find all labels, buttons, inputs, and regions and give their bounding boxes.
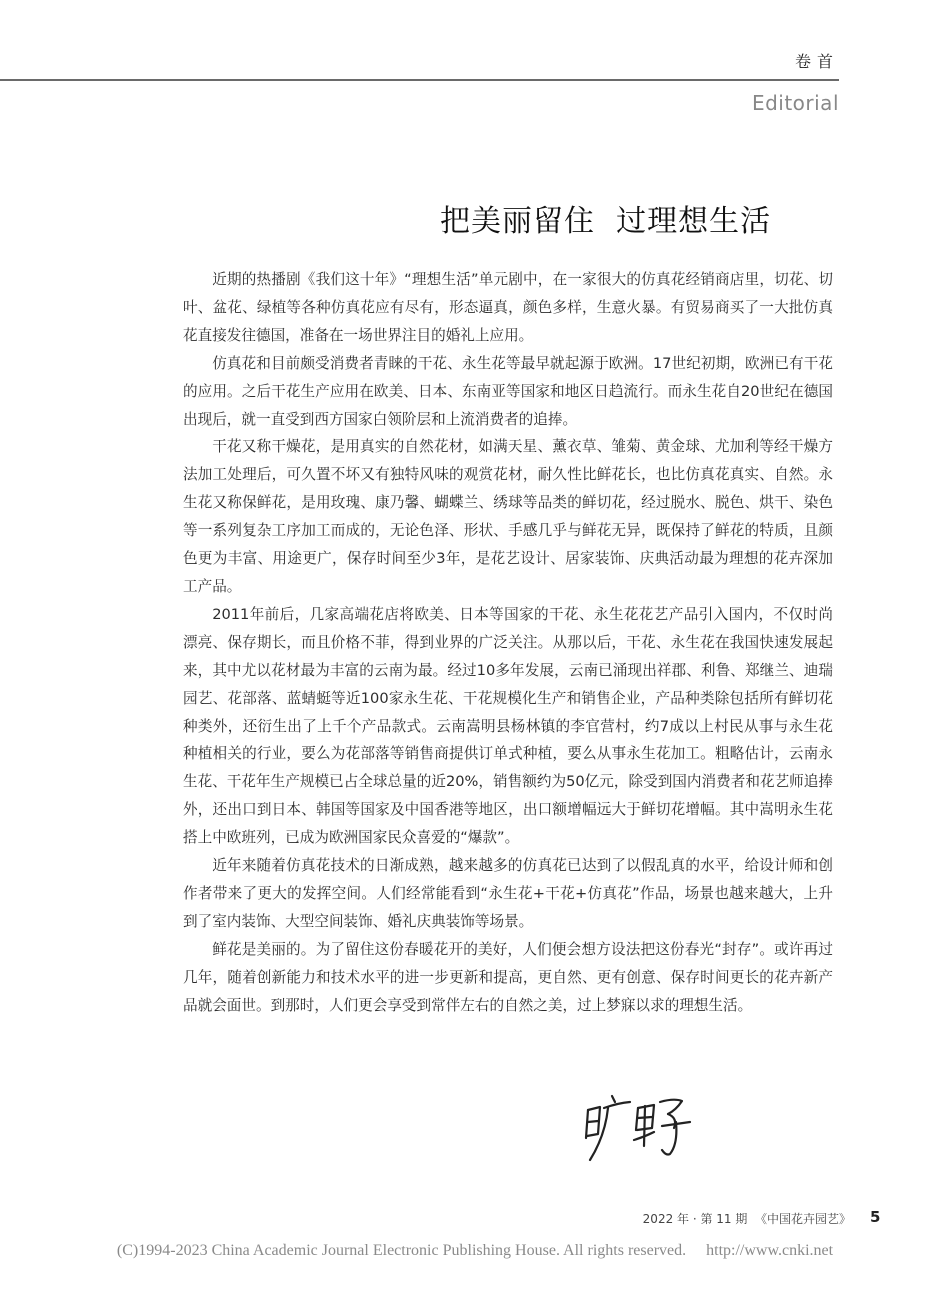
header-divider (0, 79, 839, 81)
section-header-cn: 卷首 (794, 52, 839, 71)
paragraph: 仿真花和目前颇受消费者青睐的干花、永生花等最早就起源于欧洲。17世纪初期，欧洲已有干花的应用。之后干花生产应用在欧美、日本、东南亚等国家和地区日趋流行。而永生花自20世纪在德国出现后，就一直受到西方国家白领阶层和上流消费者的追捧。 (183, 354, 833, 428)
paragraph: 近期的热播剧《我们这十年》“理想生活”单元剧中，在一家很大的仿真花经销商店里，切花、切叶、盆花、绿植等各种仿真花应有尽有，形态逼真，颜色多样，生意火暴。有贸易商买了一大批仿真花直接发往德国，准备在一场世界注目的婚礼上应用。 (183, 271, 833, 344)
section-header-en: Editorial (751, 91, 839, 115)
paragraph: 干花又称干燥花，是用真实的自然花材，如满天星、薰衣草、雏菊、黄金球、尤加利等经干燥方法加工处理后，可久置不坏又有独特风味的观赏花材，耐久性比鲜花长，也比仿真花真实、自然。永生花又称保鲜花，是用玫瑰、康乃馨、蝴蝶兰、绣球等品类的鲜切花，经过脱水、脱色、烘干、染色等一系列复杂工序加工而成的，无论色泽、形状、手感几乎与鲜花无异，既保持了鲜花的特质，且颜色更为丰富、用途更广，保存时间至少3年，是花艺设计、居家装饰、庆典活动最为理想的花卉深加工产品。 (183, 438, 833, 595)
article-title: 把美丽留住 过理想生活 (440, 204, 772, 239)
page-number: 5 (870, 1208, 881, 1226)
paragraph: 鲜花是美丽的。为了留住这份春暖花开的美好，人们便会想方设法把这份春光“封存”。或许再过几年，随着创新能力和技术水平的进一步更新和提高，更自然、更有创意、保存时间更长的花卉新产品就会面世。到那时，人们更会享受到常伴左右的自然之美，过上梦寐以求的理想生活。 (183, 940, 833, 1014)
paragraph: 近年来随着仿真花技术的日渐成熟，越来越多的仿真花已达到了以假乱真的水平，给设计师和创作者带来了更大的发挥空间。人们经常能看到“永生花+干花+仿真花”作品，场景也越来越大，上升到了室内装饰、大型空间装饰、婚礼庆典装饰等场景。 (183, 857, 833, 930)
paragraph: 2011年前后，几家高端花店将欧美、日本等国家的干花、永生花花艺产品引入国内，不仅时尚漂亮、保存期长，而且价格不菲，得到业界的广泛关注。从那以后，干花、永生花在我国快速发展起来，其中尤以花材最为丰富的云南为最。经过10多年发展，云南已涌现出祥郡、利鲁、郑继兰、迪瑞园艺、花部落、蓝蜻蜓等近100家永生花、干花规模化生产和销售企业，产品种类除包括所有鲜切花种类外，还衍生出了上千个产品款式。云南嵩明县杨林镇的李官营村，约7成以上村民从事与永生花种植相关的行业，要么为花部落等销售商提供订单式种植，要么从事永生花加工。粗略估计，云南永生花、干花年生产规模已占全球总量的近20%，销售额约为50亿元，除受到国内消费者和花艺师追捧外，还出口到日本、韩国等国家及中国香港等地区，出口额增幅远大于鲜切花增幅。其中嵩明永生花搭上中欧班列，已成为欧洲国家民众喜爱的“爆款”。 (183, 605, 833, 847)
article-body (183, 266, 833, 1019)
issue-info: 2022 年 · 第 11 期 《中国花卉园艺》 (642, 1212, 851, 1226)
copyright-notice: (C)1994-2023 China Academic Journal Electronic Publishing House. All rights reserved. http://www.cnki.net (116, 1242, 834, 1259)
author-signature (578, 1088, 698, 1168)
